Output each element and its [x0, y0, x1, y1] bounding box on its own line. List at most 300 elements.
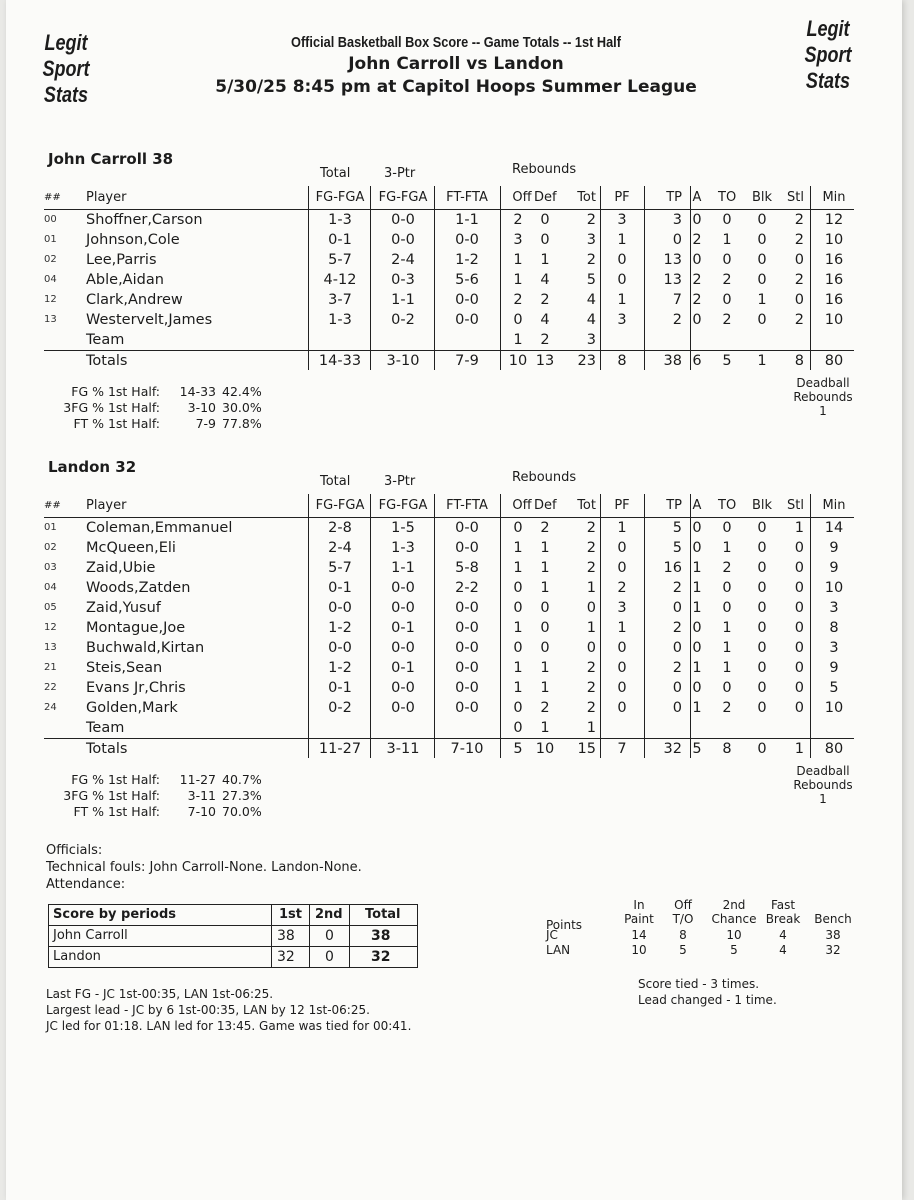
- player-name: Westervelt,James: [86, 312, 213, 328]
- stat-pf: 1: [617, 620, 627, 636]
- summary-bench: 32: [825, 943, 841, 957]
- player-row: [44, 678, 854, 698]
- stat-to: 0: [722, 252, 732, 268]
- score-2nd: 0: [325, 928, 334, 944]
- stat-fg: 5-7: [328, 560, 352, 576]
- paint-header-1: In: [633, 898, 645, 912]
- three-ptr-header: 3-Ptr: [384, 166, 416, 181]
- player-number: 21: [44, 662, 57, 673]
- stat-to: 1: [722, 540, 732, 556]
- player-row: [44, 270, 854, 290]
- stat-tot: 2: [586, 560, 596, 576]
- player-name: Buchwald,Kirtan: [86, 640, 205, 656]
- tot-header: Tot: [577, 498, 596, 513]
- stat-to: 0: [722, 520, 732, 536]
- stat-blk: 0: [757, 580, 767, 596]
- stat-min: 8: [829, 620, 839, 636]
- player-row: [44, 230, 854, 250]
- stat-tp: 7: [672, 292, 682, 308]
- stat-to: 0: [722, 212, 732, 228]
- stat-a: 2: [692, 272, 702, 288]
- stat-tp3: 0-0: [391, 212, 415, 228]
- stat-stl: 0: [794, 560, 804, 576]
- stat-tp: 16: [663, 560, 682, 576]
- stat-off: 3: [513, 232, 523, 248]
- fg-pct-row: [52, 384, 292, 400]
- stat-def: 1: [540, 540, 550, 556]
- player-row: [44, 210, 854, 230]
- stat-tp3: 2-4: [391, 252, 415, 268]
- summary-off-to: 5: [679, 943, 687, 957]
- player-header: Player: [86, 190, 127, 205]
- stat-min: 10: [824, 700, 844, 716]
- stat-pf: 0: [617, 272, 627, 288]
- summary-fast-break: 4: [779, 943, 787, 957]
- total-tp3: 3-11: [386, 741, 420, 757]
- stat-tp: 13: [663, 252, 682, 268]
- team-row-label: Team: [86, 720, 125, 736]
- tp3-header: FG-FGA: [378, 498, 428, 513]
- stat-tp: 0: [672, 700, 682, 716]
- score-team: Landon: [53, 949, 101, 964]
- stat-blk: 0: [757, 600, 767, 616]
- stat-tot: 0: [586, 600, 596, 616]
- player-name: Zaid,Ubie: [86, 560, 156, 576]
- second-header-1: 2nd: [722, 898, 746, 912]
- stat-tot: 2: [586, 660, 596, 676]
- player-name: Clark,Andrew: [86, 292, 183, 308]
- stat-stl: 2: [794, 272, 804, 288]
- player-name: Able,Aidan: [86, 272, 164, 288]
- stat-min: 10: [824, 232, 844, 248]
- fg-pct-row-pct: 42.4%: [222, 384, 262, 399]
- total-blk: 1: [757, 353, 767, 369]
- column-divider: [690, 494, 691, 758]
- stat-ft: 0-0: [455, 292, 479, 308]
- stat-def: 1: [540, 580, 550, 596]
- ft-pct-row-value: 7-10: [187, 804, 216, 819]
- stat-fg: 1-3: [328, 312, 352, 328]
- officials-block: [46, 842, 362, 893]
- stat-stl: 2: [794, 232, 804, 248]
- player-number: 12: [44, 622, 57, 633]
- stat-tp: 2: [672, 620, 682, 636]
- stat-tp: 13: [663, 272, 682, 288]
- 3fg-pct-row: [52, 788, 292, 804]
- team-off: 0: [513, 720, 523, 736]
- player-name: Evans Jr,Chris: [86, 680, 186, 696]
- stat-blk: 0: [757, 272, 767, 288]
- team-row-label: Team: [86, 332, 125, 348]
- player-name: Golden,Mark: [86, 700, 178, 716]
- min-header: Min: [822, 190, 846, 205]
- stat-tot: 1: [586, 620, 596, 636]
- stat-min: 3: [829, 640, 839, 656]
- stat-stl: 0: [794, 580, 804, 596]
- stat-def: 1: [540, 252, 550, 268]
- total-a: 5: [692, 741, 702, 757]
- stat-to: 2: [722, 312, 732, 328]
- num-header: ##: [44, 192, 61, 203]
- deadball-rebounds: [778, 764, 868, 806]
- ft-header: FT-FTA: [446, 190, 488, 205]
- stat-tp3: 1-1: [391, 292, 415, 308]
- stat-fg: 3-7: [328, 292, 352, 308]
- stat-tot: 5: [586, 272, 596, 288]
- score-header-2nd: 2nd: [315, 907, 343, 922]
- stat-fg: 5-7: [328, 252, 352, 268]
- stat-ft: 5-6: [455, 272, 479, 288]
- stat-to: 0: [722, 680, 732, 696]
- score-row: [49, 946, 417, 967]
- 3fg-pct-row-pct: 27.3%: [222, 788, 262, 803]
- stat-off: 0: [513, 600, 523, 616]
- stat-tot: 4: [586, 312, 596, 328]
- logo-line: Stats: [43, 82, 89, 107]
- fg-pct-row-value: 14-33: [179, 384, 216, 399]
- stat-tp3: 0-3: [391, 272, 415, 288]
- stat-blk: 0: [757, 620, 767, 636]
- ft-header: FT-FTA: [446, 498, 488, 513]
- rebounds-label: Rebounds: [793, 778, 853, 792]
- stat-a: 1: [692, 580, 702, 596]
- column-divider: [434, 186, 435, 370]
- stat-to: 0: [722, 600, 732, 616]
- stat-tp3: 1-1: [391, 560, 415, 576]
- stat-blk: 0: [757, 680, 767, 696]
- player-number: 05: [44, 602, 57, 613]
- stat-blk: 0: [757, 660, 767, 676]
- score-header-row: [49, 905, 417, 925]
- rebounds-label: Rebounds: [793, 390, 853, 404]
- stat-blk: 1: [757, 292, 767, 308]
- player-row: [44, 250, 854, 270]
- score-row: [49, 925, 417, 946]
- stat-tot: 2: [586, 540, 596, 556]
- stat-ft: 1-2: [455, 252, 479, 268]
- player-number: 24: [44, 702, 57, 713]
- stat-blk: 0: [757, 212, 767, 228]
- off-header: Off: [512, 190, 532, 205]
- deadball-label: Deadball: [796, 764, 850, 778]
- stat-ft: 0-0: [455, 680, 479, 696]
- doc-title: Official Basketball Box Score -- Game Totals -- 1st Half: [291, 34, 621, 51]
- stat-off: 0: [513, 520, 523, 536]
- player-number: 03: [44, 562, 57, 573]
- logo-left: [25, 30, 107, 108]
- pf-header: PF: [614, 190, 630, 205]
- min-header: Min: [822, 498, 846, 513]
- total-fg: 11-27: [318, 741, 362, 757]
- stat-def: 0: [540, 640, 550, 656]
- stat-blk: 0: [757, 640, 767, 656]
- pf-header: PF: [614, 498, 630, 513]
- stat-stl: 0: [794, 252, 804, 268]
- total-header: Total: [320, 166, 351, 181]
- stat-to: 1: [722, 232, 732, 248]
- stat-to: 1: [722, 640, 732, 656]
- stat-stl: 0: [794, 620, 804, 636]
- fg-header: FG-FGA: [315, 190, 365, 205]
- player-number: 13: [44, 314, 57, 325]
- stat-a: 0: [692, 212, 702, 228]
- player-row: [44, 618, 854, 638]
- column-divider: [370, 494, 371, 758]
- logo-line: Legit: [806, 16, 850, 41]
- ft-pct-row: [52, 804, 292, 820]
- deadball-value: 1: [819, 792, 827, 806]
- stat-off: 0: [513, 640, 523, 656]
- column-header-row: [44, 188, 854, 208]
- total-stl: 1: [794, 741, 804, 757]
- column-divider: [308, 494, 309, 758]
- column-divider: [600, 186, 601, 370]
- score-by-periods-table: [48, 904, 418, 968]
- summary-fast-break: 4: [779, 928, 787, 942]
- def-header: Def: [534, 498, 557, 513]
- stat-a: 0: [692, 620, 702, 636]
- column-divider: [500, 494, 501, 758]
- stat-off: 2: [513, 212, 523, 228]
- box-score-sheet: [6, 0, 902, 1200]
- player-name: Johnson,Cole: [86, 232, 180, 248]
- stat-tp: 0: [672, 232, 682, 248]
- stat-a: 1: [692, 700, 702, 716]
- stat-stl: 0: [794, 660, 804, 676]
- fast-header-1: Fast: [770, 898, 796, 912]
- stat-def: 0: [540, 600, 550, 616]
- stat-pf: 0: [617, 700, 627, 716]
- stat-pf: 2: [617, 580, 627, 596]
- stat-a: 0: [692, 640, 702, 656]
- player-number: 04: [44, 274, 57, 285]
- stat-off: 0: [513, 312, 523, 328]
- stat-blk: 0: [757, 520, 767, 536]
- stat-def: 4: [540, 272, 550, 288]
- summary-team: JC: [546, 928, 558, 942]
- stat-min: 16: [824, 252, 844, 268]
- stats-table: [44, 468, 854, 778]
- tp3-header: FG-FGA: [378, 190, 428, 205]
- stat-fg: 1-3: [328, 212, 352, 228]
- stat-def: 2: [540, 520, 550, 536]
- stat-tp3: 0-0: [391, 580, 415, 596]
- stat-tp3: 1-5: [391, 520, 415, 536]
- rebounds-header: Rebounds: [512, 470, 577, 485]
- matchup-title: John Carroll vs Landon: [348, 54, 564, 74]
- stat-min: 9: [829, 540, 839, 556]
- team-row: [44, 718, 854, 738]
- 3fg-pct-row-value: 3-11: [187, 788, 216, 803]
- event-line: 5/30/25 8:45 pm at Capitol Hoops Summer League: [215, 77, 697, 97]
- stat-def: 1: [540, 680, 550, 696]
- tot-header: Tot: [577, 190, 596, 205]
- bench-header: Bench: [814, 912, 852, 926]
- total-min: 80: [824, 741, 844, 757]
- player-row: [44, 578, 854, 598]
- stat-ft: 1-1: [455, 212, 479, 228]
- stat-tp: 0: [672, 640, 682, 656]
- stat-pf: 3: [617, 600, 627, 616]
- 3fg-pct-row-pct: 30.0%: [222, 400, 262, 415]
- column-divider: [690, 186, 691, 370]
- stat-a: 0: [692, 680, 702, 696]
- total-min: 80: [824, 353, 844, 369]
- stat-blk: 0: [757, 252, 767, 268]
- player-number: 02: [44, 254, 57, 265]
- stat-min: 10: [824, 312, 844, 328]
- player-number: 22: [44, 682, 57, 693]
- stat-tp: 0: [672, 680, 682, 696]
- total-tp: 32: [663, 741, 682, 757]
- off-header: Off: [512, 498, 532, 513]
- stat-a: 0: [692, 520, 702, 536]
- offto-header-1: Off: [674, 898, 692, 912]
- summary-team: LAN: [546, 943, 571, 957]
- summary-paint: 14: [631, 928, 647, 942]
- points-summary: [536, 898, 866, 962]
- column-divider: [600, 494, 601, 758]
- fg-pct-row-label: FG % 1st Half:: [71, 772, 160, 787]
- player-number: 01: [44, 234, 57, 245]
- stat-pf: 0: [617, 660, 627, 676]
- stat-off: 1: [513, 540, 523, 556]
- player-row: [44, 698, 854, 718]
- stat-off: 1: [513, 272, 523, 288]
- team-def: 2: [540, 332, 550, 348]
- team-off: 1: [513, 332, 523, 348]
- stat-tot: 3: [586, 232, 596, 248]
- stat-def: 1: [540, 660, 550, 676]
- logo-line: Sport: [42, 56, 90, 81]
- team-tot: 1: [586, 720, 596, 736]
- stat-min: 3: [829, 600, 839, 616]
- stat-def: 0: [540, 232, 550, 248]
- stat-to: 1: [722, 660, 732, 676]
- player-name: Woods,Zatden: [86, 580, 191, 596]
- technical-fouls: Technical fouls: John Carroll-None. Landon-None.: [46, 860, 362, 875]
- shooting-percentages: [52, 384, 292, 432]
- attendance-label: Attendance:: [46, 877, 126, 892]
- score-team: John Carroll: [53, 928, 128, 943]
- stat-to: 2: [722, 560, 732, 576]
- stat-off: 1: [513, 252, 523, 268]
- led-for-note: JC led for 01:18. LAN led for 13:45. Game was tied for 00:41.: [46, 1019, 412, 1033]
- total-fg: 14-33: [318, 353, 362, 369]
- player-header: Player: [86, 498, 127, 513]
- stat-ft: 0-0: [455, 700, 479, 716]
- stat-tot: 2: [586, 252, 596, 268]
- stat-stl: 2: [794, 312, 804, 328]
- stat-stl: 0: [794, 640, 804, 656]
- stat-stl: 0: [794, 680, 804, 696]
- last-fg-note: Last FG - JC 1st-00:35, LAN 1st-06:25.: [46, 987, 274, 1001]
- stat-ft: 0-0: [455, 312, 479, 328]
- stat-tot: 2: [586, 700, 596, 716]
- score-tied-note: Score tied - 3 times.: [638, 977, 760, 991]
- player-name: Montague,Joe: [86, 620, 186, 636]
- stat-tp: 5: [672, 520, 682, 536]
- player-row: [44, 310, 854, 330]
- stat-def: 0: [540, 212, 550, 228]
- three-ptr-header: 3-Ptr: [384, 474, 416, 489]
- stat-min: 10: [824, 580, 844, 596]
- stat-ft: 0-0: [455, 640, 479, 656]
- stat-tot: 2: [586, 680, 596, 696]
- stat-to: 0: [722, 580, 732, 596]
- stat-to: 2: [722, 272, 732, 288]
- score-1st: 38: [277, 928, 295, 944]
- fast-header-2: Break: [765, 912, 801, 926]
- total-pf: 8: [617, 353, 627, 369]
- a-header: A: [692, 190, 702, 205]
- stat-min: 9: [829, 660, 839, 676]
- stat-min: 9: [829, 560, 839, 576]
- stat-tp: 2: [672, 312, 682, 328]
- logo-right: [787, 16, 869, 94]
- player-row: [44, 290, 854, 310]
- stat-pf: 1: [617, 232, 627, 248]
- score-2nd: 0: [325, 949, 334, 965]
- stat-stl: 0: [794, 600, 804, 616]
- player-row: [44, 598, 854, 618]
- ft-pct-row: [52, 416, 292, 432]
- summary-bench: 38: [825, 928, 841, 942]
- total-a: 6: [692, 353, 702, 369]
- 3fg-pct-row: [52, 400, 292, 416]
- stat-tp: 0: [672, 600, 682, 616]
- stat-stl: 0: [794, 540, 804, 556]
- a-header: A: [692, 498, 702, 513]
- total-def: 10: [535, 741, 555, 757]
- column-divider: [810, 494, 811, 758]
- tp-header: TP: [666, 498, 682, 513]
- def-header: Def: [534, 190, 557, 205]
- ft-pct-row-label: FT % 1st Half:: [73, 804, 160, 819]
- summary-paint: 10: [631, 943, 647, 957]
- stat-min: 5: [829, 680, 839, 696]
- team-row: [44, 330, 854, 350]
- total-tot: 15: [577, 741, 596, 757]
- stat-pf: 0: [617, 640, 627, 656]
- player-row: [44, 658, 854, 678]
- stat-a: 0: [692, 312, 702, 328]
- fg-header: FG-FGA: [315, 498, 365, 513]
- stat-tp3: 0-1: [391, 660, 415, 676]
- stat-tot: 4: [586, 292, 596, 308]
- to-header: TO: [718, 498, 737, 513]
- stat-def: 2: [540, 700, 550, 716]
- stat-blk: 0: [757, 560, 767, 576]
- stat-pf: 3: [617, 312, 627, 328]
- player-row: [44, 538, 854, 558]
- 3fg-pct-row-label: 3FG % 1st Half:: [63, 400, 160, 415]
- stat-ft: 0-0: [455, 660, 479, 676]
- stat-ft: 0-0: [455, 540, 479, 556]
- second-header-2: Chance: [711, 912, 757, 926]
- stat-tp: 3: [672, 212, 682, 228]
- stat-tp3: 1-3: [391, 540, 415, 556]
- stat-fg: 0-2: [328, 700, 352, 716]
- stat-a: 1: [692, 560, 702, 576]
- stat-fg: 4-12: [323, 272, 357, 288]
- blk-header: Blk: [751, 190, 773, 205]
- column-divider: [370, 186, 371, 370]
- stat-fg: 0-1: [328, 680, 352, 696]
- player-number: 12: [44, 294, 57, 305]
- stat-off: 0: [513, 580, 523, 596]
- stat-ft: 0-0: [455, 600, 479, 616]
